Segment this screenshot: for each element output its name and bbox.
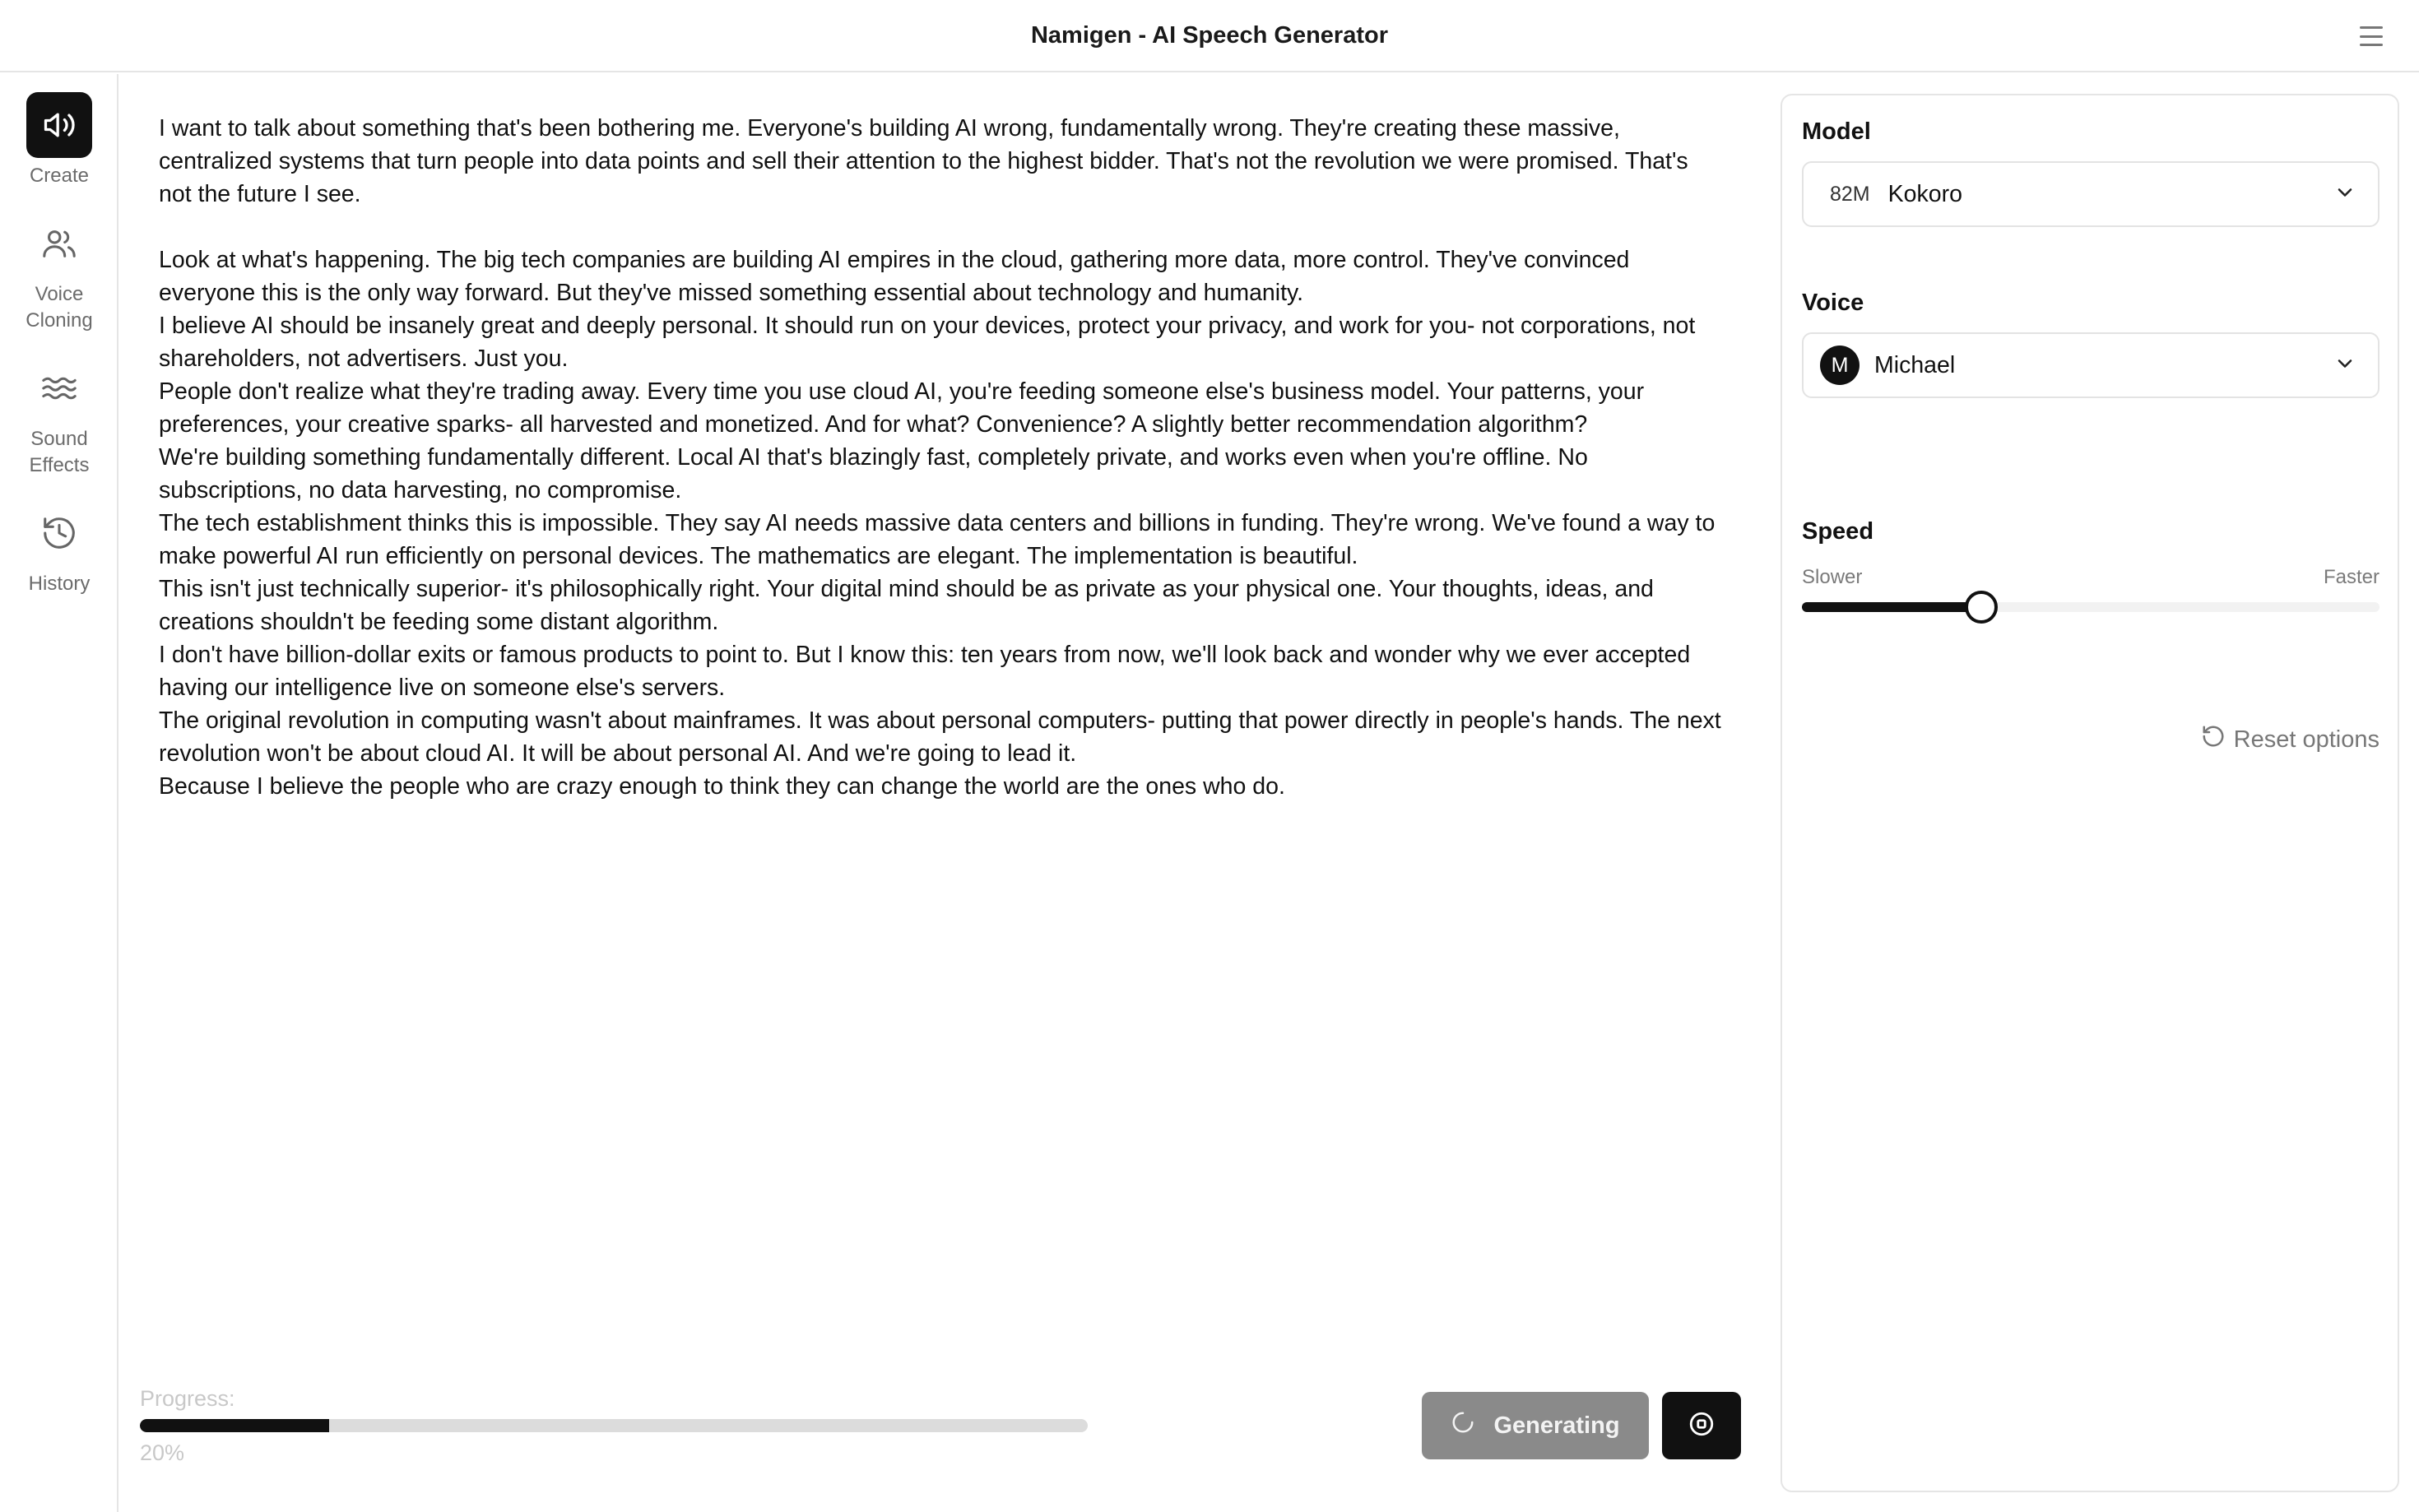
sidebar-item-label: Sound Effects	[29, 428, 90, 476]
reset-options-label: Reset options	[2233, 726, 2380, 753]
progress-percent: 20%	[140, 1440, 185, 1465]
sidebar-item-label: Create	[29, 165, 90, 187]
stop-button[interactable]	[1662, 1392, 1741, 1459]
sidebar-item-create[interactable]	[0, 92, 118, 189]
model-label: Model	[1802, 118, 1871, 145]
text-paragraph: This isn't just technically superior- it's philosophically right. Your digital mind should be as private as your physical one. Your thoughts, ideas, and creations shouldn't be feeding some distant algorithm.	[159, 576, 1654, 635]
voice-select[interactable]	[1802, 332, 2380, 398]
text-paragraph: We're building something fundamentally different. Local AI that's blazingly fast, completely private, and works even when you're offline. No subscriptions, no data harvesting, no compromise.	[159, 444, 1588, 503]
chevron-down-icon	[2333, 181, 2356, 208]
text-paragraph: I don't have billion-dollar exits or famous products to point to. But I know this: ten years from now, we'll look back and wonder why we ever accepted having our intelligence live on someone else's servers.	[159, 642, 1691, 701]
progress-fill	[140, 1419, 329, 1432]
voice-avatar: M	[1820, 346, 1860, 385]
sidebar-item-history[interactable]	[0, 500, 118, 597]
stop-icon	[1688, 1410, 1716, 1442]
app-title: Namigen - AI Speech Generator	[1030, 21, 1389, 49]
sidebar-item-sound-effects[interactable]	[0, 355, 118, 479]
voice-label: Voice	[1802, 290, 1864, 316]
history-icon	[26, 500, 92, 566]
text-paragraph: Because I believe the people who are crazy enough to think they can change the world are the ones who do.	[159, 773, 1285, 800]
text-paragraph: People don't realize what they're trading away. Every time you use cloud AI, you're feeding someone else's business model. Your patterns, your preferences, your creative sparks- all harvested and monetized. And for what? Convenience? A slightly better recommendation algorithm?	[159, 378, 1645, 438]
generate-button[interactable]	[1422, 1392, 1649, 1459]
model-select[interactable]	[1802, 161, 2380, 227]
voice-value: Michael	[1874, 351, 1956, 378]
sidebar-item-label: Voice Cloning	[26, 283, 93, 332]
options-panel	[1781, 94, 2399, 1492]
progress-bar	[140, 1419, 1088, 1432]
speed-range-labels	[1802, 566, 2380, 589]
chevron-down-icon	[2333, 352, 2356, 379]
sidebar-item-voice-cloning[interactable]	[0, 211, 118, 334]
progress-section	[140, 1386, 1088, 1466]
speaker-icon	[26, 92, 92, 158]
script-textarea[interactable]	[159, 112, 1722, 1346]
text-paragraph: I believe AI should be insanely great and deeply personal. It should run on your devices, protect your privacy, and work for you- not corporations, not shareholders, not advertisers. Just you.	[159, 313, 1696, 372]
text-paragraph: The tech establishment thinks this is impossible. They say AI needs massive data centers and billions in funding. They're wrong. We've found a way to make powerful AI run efficiently on personal devices. The mathematics are elegant. The implementation is beautiful.	[159, 510, 1716, 569]
reset-options-button[interactable]	[2201, 724, 2380, 755]
model-value: Kokoro	[1887, 180, 1962, 207]
text-paragraph: The original revolution in computing wasn't about mainframes. It was about personal computers- putting that power directly in people's hands. The next revolution won't be about cloud AI. It will be about personal AI. And we're going to lead it.	[159, 707, 1721, 767]
progress-label: Progress:	[140, 1386, 235, 1411]
text-paragraph: Look at what's happening. The big tech companies are building AI empires in the cloud, gathering more data, more control. They've convinced everyone this is the only way forward. But they've missed something essential about technology and humanity.	[159, 247, 1630, 306]
reset-icon	[2201, 724, 2226, 755]
speed-slider-fill	[1802, 602, 1981, 612]
spinner-icon	[1451, 1410, 1475, 1441]
hamburger-menu-icon[interactable]	[2356, 23, 2386, 49]
speed-max-label: Faster	[2323, 566, 2380, 588]
generate-button-label: Generating	[1493, 1412, 1620, 1439]
sidebar	[0, 74, 118, 1512]
speed-slider-thumb[interactable]	[1965, 591, 1998, 624]
title-bar	[0, 0, 2419, 72]
sidebar-item-label: History	[28, 573, 91, 595]
users-icon	[26, 211, 92, 276]
speed-min-label: Slower	[1802, 566, 1863, 588]
speed-slider[interactable]	[1802, 602, 2380, 612]
model-size-tag: 82M	[1830, 182, 1870, 206]
speed-label: Speed	[1802, 518, 1874, 545]
text-paragraph: I want to talk about something that's been bothering me. Everyone's building AI wrong, fundamentally wrong. They're creating these massive, centralized systems that turn people into data points and sell their attention to the highest bidder. That's not the revolution we were promised. That's not the future I see.	[159, 115, 1688, 207]
paragraph-gap	[159, 211, 1722, 243]
waves-icon	[26, 355, 92, 421]
